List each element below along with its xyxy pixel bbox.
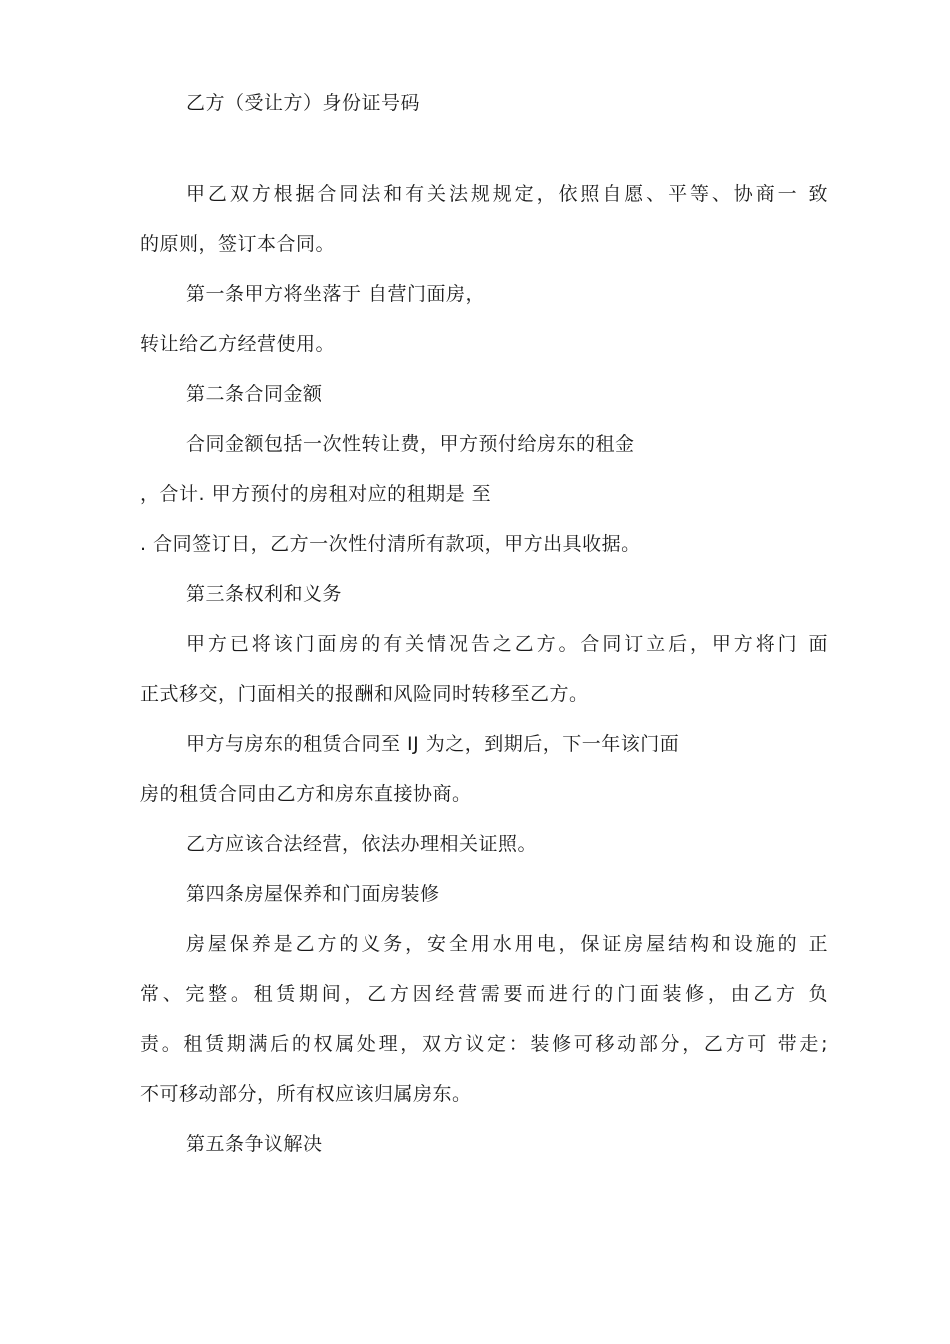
article-3-line-2: 正式移交，门面相关的报酬和风险同时转移至乙方。 [140, 683, 589, 705]
article-3-line-1: 甲方已将该门面房的有关情况告之乙方。合同订立后，甲方将门 面 [186, 633, 828, 655]
article-5-heading: 第五条争议解决 [186, 1133, 323, 1155]
article-4-line-2: 常、完整。租赁期间，乙方因经营需要而进行的门面装修，由乙方 负 [140, 983, 828, 1005]
article-2-heading: 第二条合同金额 [186, 383, 323, 405]
party-b-id-line: 乙方（受让方）身份证号码 [186, 92, 421, 114]
article-3-line-5: 乙方应该合法经营，依法办理相关证照。 [186, 833, 538, 855]
preamble-line-1: 甲乙双方根据合同法和有关法规规定，依照自愿、平等、协商一 致 [186, 183, 828, 205]
article-1-line-1: 第一条甲方将坐落于 自营门面房， [186, 283, 486, 305]
article-4-line-4: 不可移动部分，所有权应该归属房东。 [140, 1083, 472, 1105]
article-2-line-3: . 合同签订日，乙方一次性付清所有款项，甲方出具收据。 [140, 533, 641, 555]
article-2-line-2: ，合计. 甲方预付的房租对应的租期是 至 [140, 483, 492, 505]
article-4-line-1: 房屋保养是乙方的义务，安全用水用电，保证房屋结构和设施的 正 [186, 933, 828, 955]
article-3-line-4: 房的租赁合同由乙方和房东直接协商。 [140, 783, 472, 805]
article-1-line-2: 转让给乙方经营使用。 [140, 333, 336, 355]
preamble-line-2: 的原则，签订本合同。 [140, 233, 336, 255]
article-4-heading: 第四条房屋保养和门面房装修 [186, 883, 440, 905]
article-4-line-3: 责。租赁期满后的权属处理，双方议定：装修可移动部分，乙方可 带走; [140, 1033, 828, 1055]
article-2-line-1: 合同金额包括一次性转让费，甲方预付给房东的租金 [186, 433, 635, 455]
article-3-line-3: 甲方与房东的租赁合同至 IJ 为之，到期后，下一年该门面 [186, 733, 680, 755]
article-3-heading: 第三条权利和义务 [186, 583, 343, 605]
